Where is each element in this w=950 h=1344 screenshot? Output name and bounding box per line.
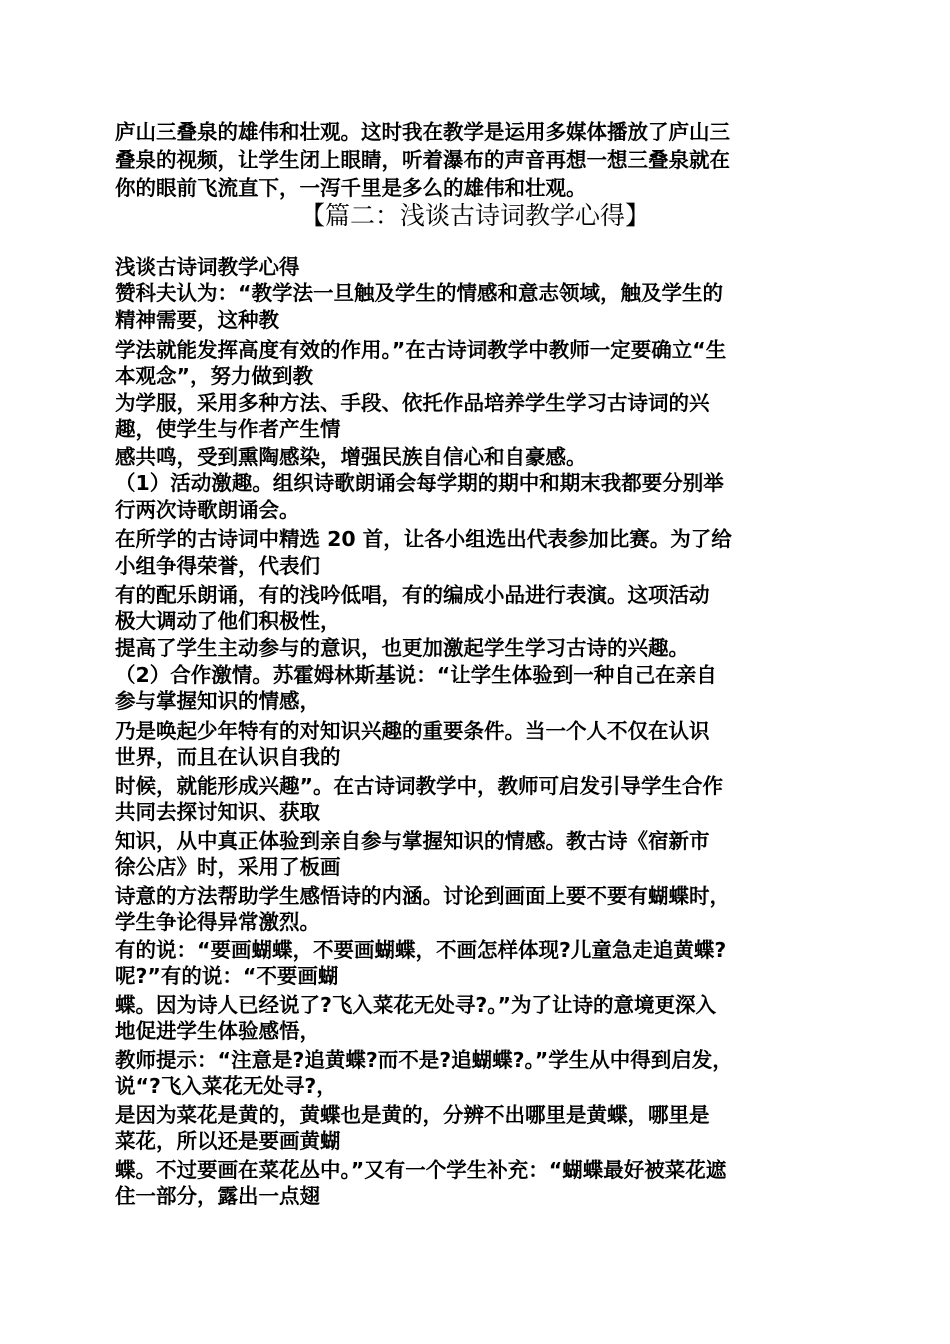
text-line: 说“?飞入菜花无处寻?，: [115, 1074, 337, 1098]
text-line: 呢?”有的说：“不要画蝴: [115, 964, 339, 988]
text-line: 本观念”，努力做到教: [115, 364, 313, 388]
text-line: （2）合作激情。苏霍姆林斯基说：“让学生体验到一种自己在亲自: [115, 663, 717, 687]
text-line: 有的说：“要画蝴蝶，不要画蝴蝶，不画怎样体现?儿童急走追黄蝶?: [115, 938, 727, 962]
section-heading: 【篇二：浅谈古诗词教学心得】: [299, 201, 650, 230]
text-line: 庐山三叠泉的雄伟和壮观。这时我在教学是运用多媒体播放了庐山三: [115, 120, 730, 144]
text-line: 乃是唤起少年特有的对知识兴趣的重要条件。当一个人不仅在认识: [115, 719, 710, 743]
text-line: 提高了学生主动参与的意识，也更加激起学生学习古诗的兴趣。: [115, 636, 689, 660]
text-line: 蝶。不过要画在菜花丛中。”又有一个学生补充：“蝴蝶最好被菜花遮: [115, 1158, 727, 1182]
text-line: 有的配乐朗诵，有的浅吟低唱，有的编成小品进行表演。这项活动: [115, 583, 710, 607]
text-line: 为学服，采用多种方法、手段、依托作品培养学生学习古诗词的兴: [115, 391, 710, 415]
text-line: 小组争得荣誉，代表们: [115, 554, 320, 578]
text-line: 菜花，所以还是要画黄蝴: [115, 1129, 341, 1153]
text-line: 学生争论得异常激烈。: [115, 910, 320, 934]
text-line: 地促进学生体验感悟，: [115, 1019, 320, 1043]
text-line: 行两次诗歌朗诵会。: [115, 498, 300, 522]
text-line: 是因为菜花是黄的，黄蝶也是黄的，分辨不出哪里是黄蝶，哪里是: [115, 1103, 710, 1127]
article-title: 浅谈古诗词教学心得: [115, 255, 300, 279]
text-line: 教师提示：“注意是?追黄蝶?而不是?追蝴蝶?。”学生从中得到启发，: [115, 1048, 733, 1072]
text-line: 学法就能发挥高度有效的作用。”在古诗词教学中教师一定要确立“生: [115, 338, 727, 362]
text-line: 趣，使学生与作者产生情: [115, 417, 341, 441]
text-line: 叠泉的视频，让学生闭上眼睛，听着瀑布的声音再想一想三叠泉就在: [115, 148, 730, 172]
text-line: 蝶。因为诗人已经说了?飞入菜花无处寻?。”为了让诗的意境更深入: [115, 993, 717, 1017]
text-line: 诗意的方法帮助学生感悟诗的内涵。讨论到画面上要不要有蝴蝶时，: [115, 884, 730, 908]
text-line: 知识，从中真正体验到亲自参与掌握知识的情感。教古诗《宿新市: [115, 829, 710, 853]
text-line: 住一部分，露出一点翅: [115, 1184, 320, 1208]
text-line: 徐公店》时，采用了板画: [115, 855, 341, 879]
text-line: 世界，而且在认识自我的: [115, 745, 341, 769]
text-line: 共同去探讨知识、获取: [115, 800, 320, 824]
text-line: 在所学的古诗词中精选 20 首，让各小组选出代表参加比赛。为了给: [115, 527, 732, 551]
text-line: 赞科夫认为：“教学法一旦触及学生的情感和意志领域，触及学生的: [115, 281, 723, 305]
text-line: 感共鸣，受到熏陶感染，增强民族自信心和自豪感。: [115, 445, 587, 469]
text-line: 精神需要，这种教: [115, 308, 279, 332]
text-line: 时候，就能形成兴趣”。在古诗词教学中，教师可启发引导学生合作: [115, 774, 723, 798]
text-line: 极大调动了他们积极性，: [115, 609, 341, 633]
text-line: （1）活动激趣。组织诗歌朗诵会每学期的期中和期末我都要分别举: [115, 471, 724, 495]
text-line: 参与掌握知识的情感，: [115, 689, 320, 713]
text-line: 你的眼前飞流直下，一泻千里是多么的雄伟和壮观。: [115, 176, 587, 200]
